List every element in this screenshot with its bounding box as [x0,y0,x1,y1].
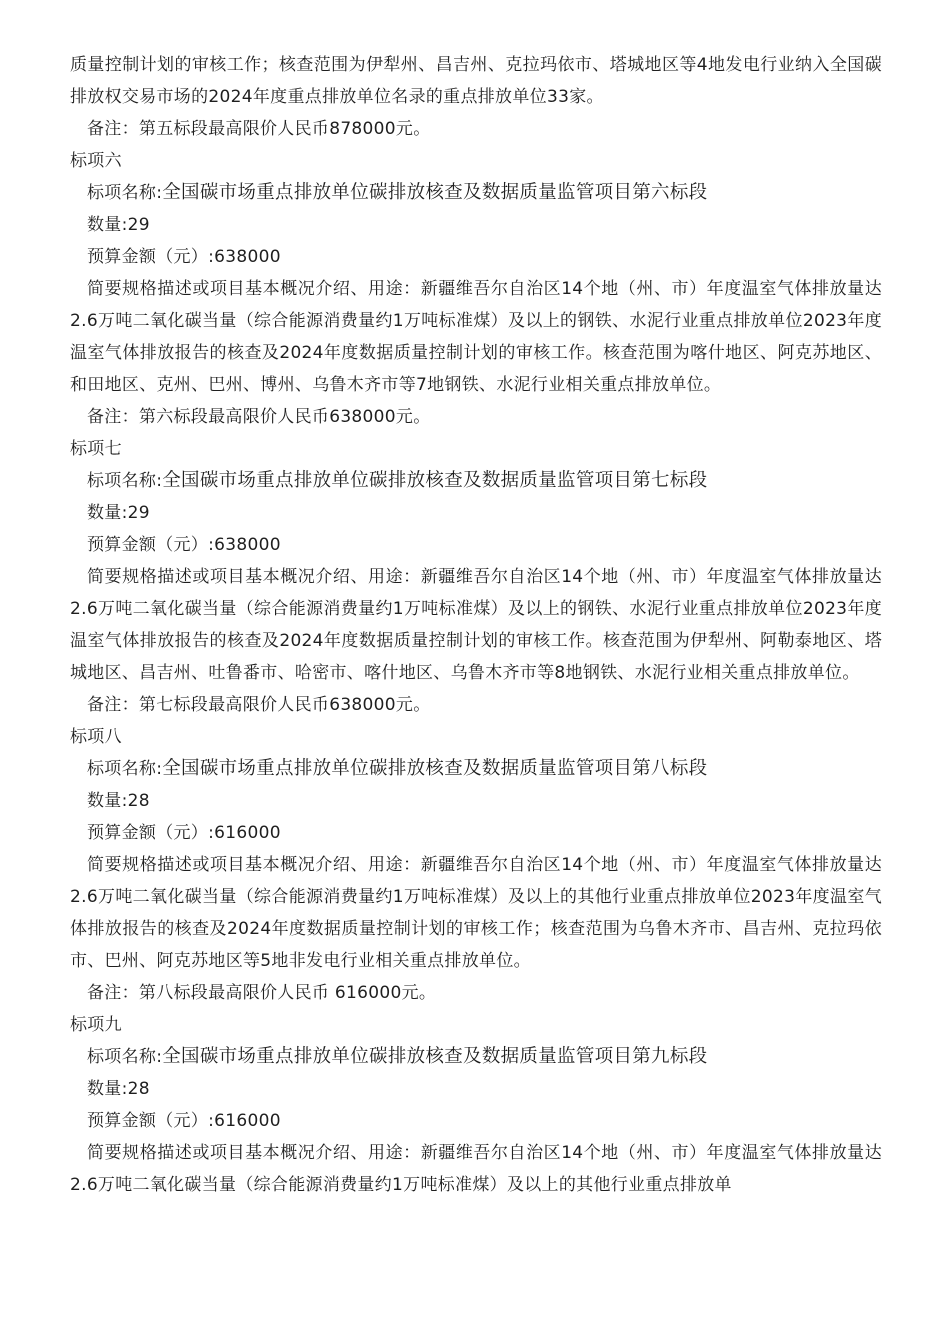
section-name-label: 标项名称: [87,183,163,203]
section-eight [70,721,882,1009]
section-heading: 标项八 [70,727,122,747]
section-description: 简要规格描述或项目基本概况介绍、用途：新疆维吾尔自治区14个地（州、市）年度温室气体排放量达2.6万吨二氧化碳当量（综合能源消费量约1万吨标准煤）及以上的钢铁、水泥行业重点排放单位2023年度温室气体排放报告的核查及2024年度数据质量控制计划的审核工作。核查范围为喀什地区、阿克苏地区、和田地区、克州、巴州、博州、乌鲁木齐市等7地钢铁、水泥行业相关重点排放单位。 [70,279,882,395]
section-name [70,465,882,497]
section-remark: 备注：第七标段最高限价人民币638000元。 [87,695,431,715]
section-remark: 备注：第六标段最高限价人民币638000元。 [87,407,431,427]
section-name-value: 全国碳市场重点排放单位碳排放核查及数据质量监管项目第七标段 [162,470,708,491]
section-budget: 预算金额（元）:638000 [87,247,281,267]
document-page [70,49,882,1201]
section-name [70,753,882,785]
section-name-label: 标项名称: [87,759,163,779]
section-quantity: 数量:29 [87,215,150,235]
section-name-value: 全国碳市场重点排放单位碳排放核查及数据质量监管项目第八标段 [162,758,708,779]
section-name-label: 标项名称: [87,1047,163,1067]
section-budget: 预算金额（元）:616000 [87,1111,281,1131]
section-description: 简要规格描述或项目基本概况介绍、用途：新疆维吾尔自治区14个地（州、市）年度温室气体排放量达2.6万吨二氧化碳当量（综合能源消费量约1万吨标准煤）及以上的其他行业重点排放单 [70,1143,882,1195]
section-heading: 标项六 [70,151,122,171]
section-description: 简要规格描述或项目基本概况介绍、用途：新疆维吾尔自治区14个地（州、市）年度温室气体排放量达2.6万吨二氧化碳当量（综合能源消费量约1万吨标准煤）及以上的钢铁、水泥行业重点排放单位2023年度温室气体排放报告的核查及2024年度数据质量控制计划的审核工作。核查范围为伊犁州、阿勒泰地区、塔城地区、昌吉州、吐鲁番市、哈密市、喀什地区、乌鲁木齐市等8地钢铁、水泥行业相关重点排放单位。 [70,567,882,683]
section-six [70,145,882,433]
section-name [70,177,882,209]
section-quantity: 数量:28 [87,791,150,811]
section-name [70,1041,882,1073]
section-nine [70,1009,882,1201]
section-budget: 预算金额（元）:638000 [87,535,281,555]
section-name-value: 全国碳市场重点排放单位碳排放核查及数据质量监管项目第九标段 [162,1046,708,1067]
intro-remark: 备注：第五标段最高限价人民币878000元。 [87,119,431,139]
section-name-label: 标项名称: [87,471,163,491]
section-seven [70,433,882,721]
section-heading: 标项七 [70,439,122,459]
section-quantity: 数量:29 [87,503,150,523]
intro-continuation: 质量控制计划的审核工作；核查范围为伊犁州、昌吉州、克拉玛依市、塔城地区等4地发电行业纳入全国碳排放权交易市场的2024年度重点排放单位名录的重点排放单位33家。 [70,55,882,107]
section-quantity: 数量:28 [87,1079,150,1099]
section-remark: 备注：第八标段最高限价人民币 616000元。 [87,983,437,1003]
section-budget: 预算金额（元）:616000 [87,823,281,843]
section-heading: 标项九 [70,1015,122,1035]
section-description: 简要规格描述或项目基本概况介绍、用途：新疆维吾尔自治区14个地（州、市）年度温室气体排放量达2.6万吨二氧化碳当量（综合能源消费量约1万吨标准煤）及以上的其他行业重点排放单位2023年度温室气体排放报告的核查及2024年度数据质量控制计划的审核工作；核查范围为乌鲁木齐市、昌吉州、克拉玛依市、巴州、阿克苏地区等5地非发电行业相关重点排放单位。 [70,855,882,971]
section-name-value: 全国碳市场重点排放单位碳排放核查及数据质量监管项目第六标段 [162,182,708,203]
